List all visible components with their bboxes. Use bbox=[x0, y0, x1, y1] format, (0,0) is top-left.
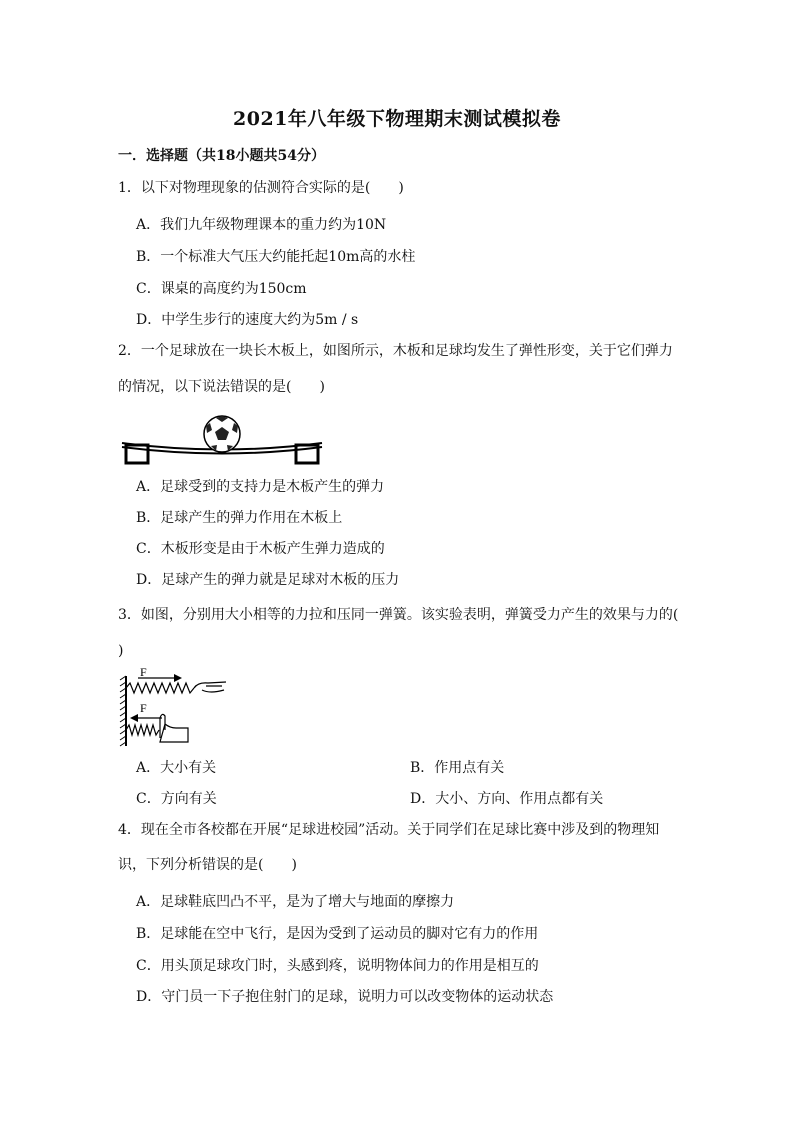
question-4-stem-line1: 4．现在全市各校都在开展“足球进校园”活动。关于同学们在足球比赛中涉及到的物理知 bbox=[118, 822, 660, 838]
question-2-option-c: C．木板形变是由于木板产生弹力造成的 bbox=[136, 541, 385, 557]
page-title: 2021年八年级下物理期末测试模拟卷 bbox=[233, 108, 561, 130]
question-2-stem-line2: 的情况，以下说法错误的是( ) bbox=[118, 379, 325, 395]
question-4-option-c: C．用头顶足球攻门时，头感到疼，说明物体间力的作用是相互的 bbox=[136, 958, 539, 974]
question-1-option-c: C．课桌的高度约为150cm bbox=[136, 281, 307, 297]
question-3-stem-line2: ) bbox=[118, 643, 124, 659]
stretched-spring bbox=[126, 683, 194, 693]
question-1-stem: 1．以下对物理现象的估测符合实际的是( ) bbox=[118, 180, 404, 196]
football-icon bbox=[204, 416, 240, 452]
question-3-option-c: C．方向有关 bbox=[136, 791, 217, 807]
football-on-board-figure bbox=[118, 412, 328, 468]
question-3-stem-line1: 3．如图，分别用大小相等的力拉和压同一弹簧。该实验表明，弹簧受力产生的效果与力的( bbox=[118, 607, 679, 623]
question-4-option-a: A．足球鞋底凹凸不平，是为了增大与地面的摩擦力 bbox=[136, 894, 455, 910]
question-2-option-b: B．足球产生的弹力作用在木板上 bbox=[136, 510, 343, 526]
question-2-option-d: D．足球产生的弹力就是足球对木板的压力 bbox=[136, 572, 400, 588]
section-heading: 一．选择题（共18小题共54分） bbox=[118, 148, 325, 164]
question-1-option-a: A．我们九年级物理课本的重力约为10N bbox=[136, 217, 387, 233]
question-1-option-b: B．一个标准大气压大约能托起10m高的水柱 bbox=[136, 249, 416, 265]
question-3-option-b: B．作用点有关 bbox=[410, 760, 505, 776]
pulling-hand-icon bbox=[194, 682, 226, 692]
pressing-hand-icon bbox=[160, 714, 188, 742]
question-4-option-d: D．守门员一下子抱住射门的足球，说明力可以改变物体的运动状态 bbox=[136, 989, 554, 1005]
force-label-bottom: F bbox=[140, 701, 147, 715]
force-label-top: F bbox=[140, 668, 147, 679]
question-4-stem-line2: 识，下列分析错误的是( ) bbox=[118, 857, 297, 873]
question-3-option-a: A．大小有关 bbox=[136, 760, 217, 776]
question-1-option-d: D．中学生步行的速度大约为5m / s bbox=[136, 312, 359, 328]
question-2-stem-line1: 2．一个足球放在一块长木板上，如图所示，木板和足球均发生了弹性形变，关于它们弹力 bbox=[118, 343, 673, 359]
question-2-option-a: A．足球受到的支持力是木板产生的弹力 bbox=[136, 479, 385, 495]
question-4-option-b: B．足球能在空中飞行，是因为受到了运动员的脚对它有力的作用 bbox=[136, 926, 539, 942]
question-3-option-d: D．大小、方向、作用点都有关 bbox=[410, 791, 604, 807]
spring-pull-press-figure bbox=[118, 668, 230, 750]
compressed-spring bbox=[126, 725, 159, 735]
